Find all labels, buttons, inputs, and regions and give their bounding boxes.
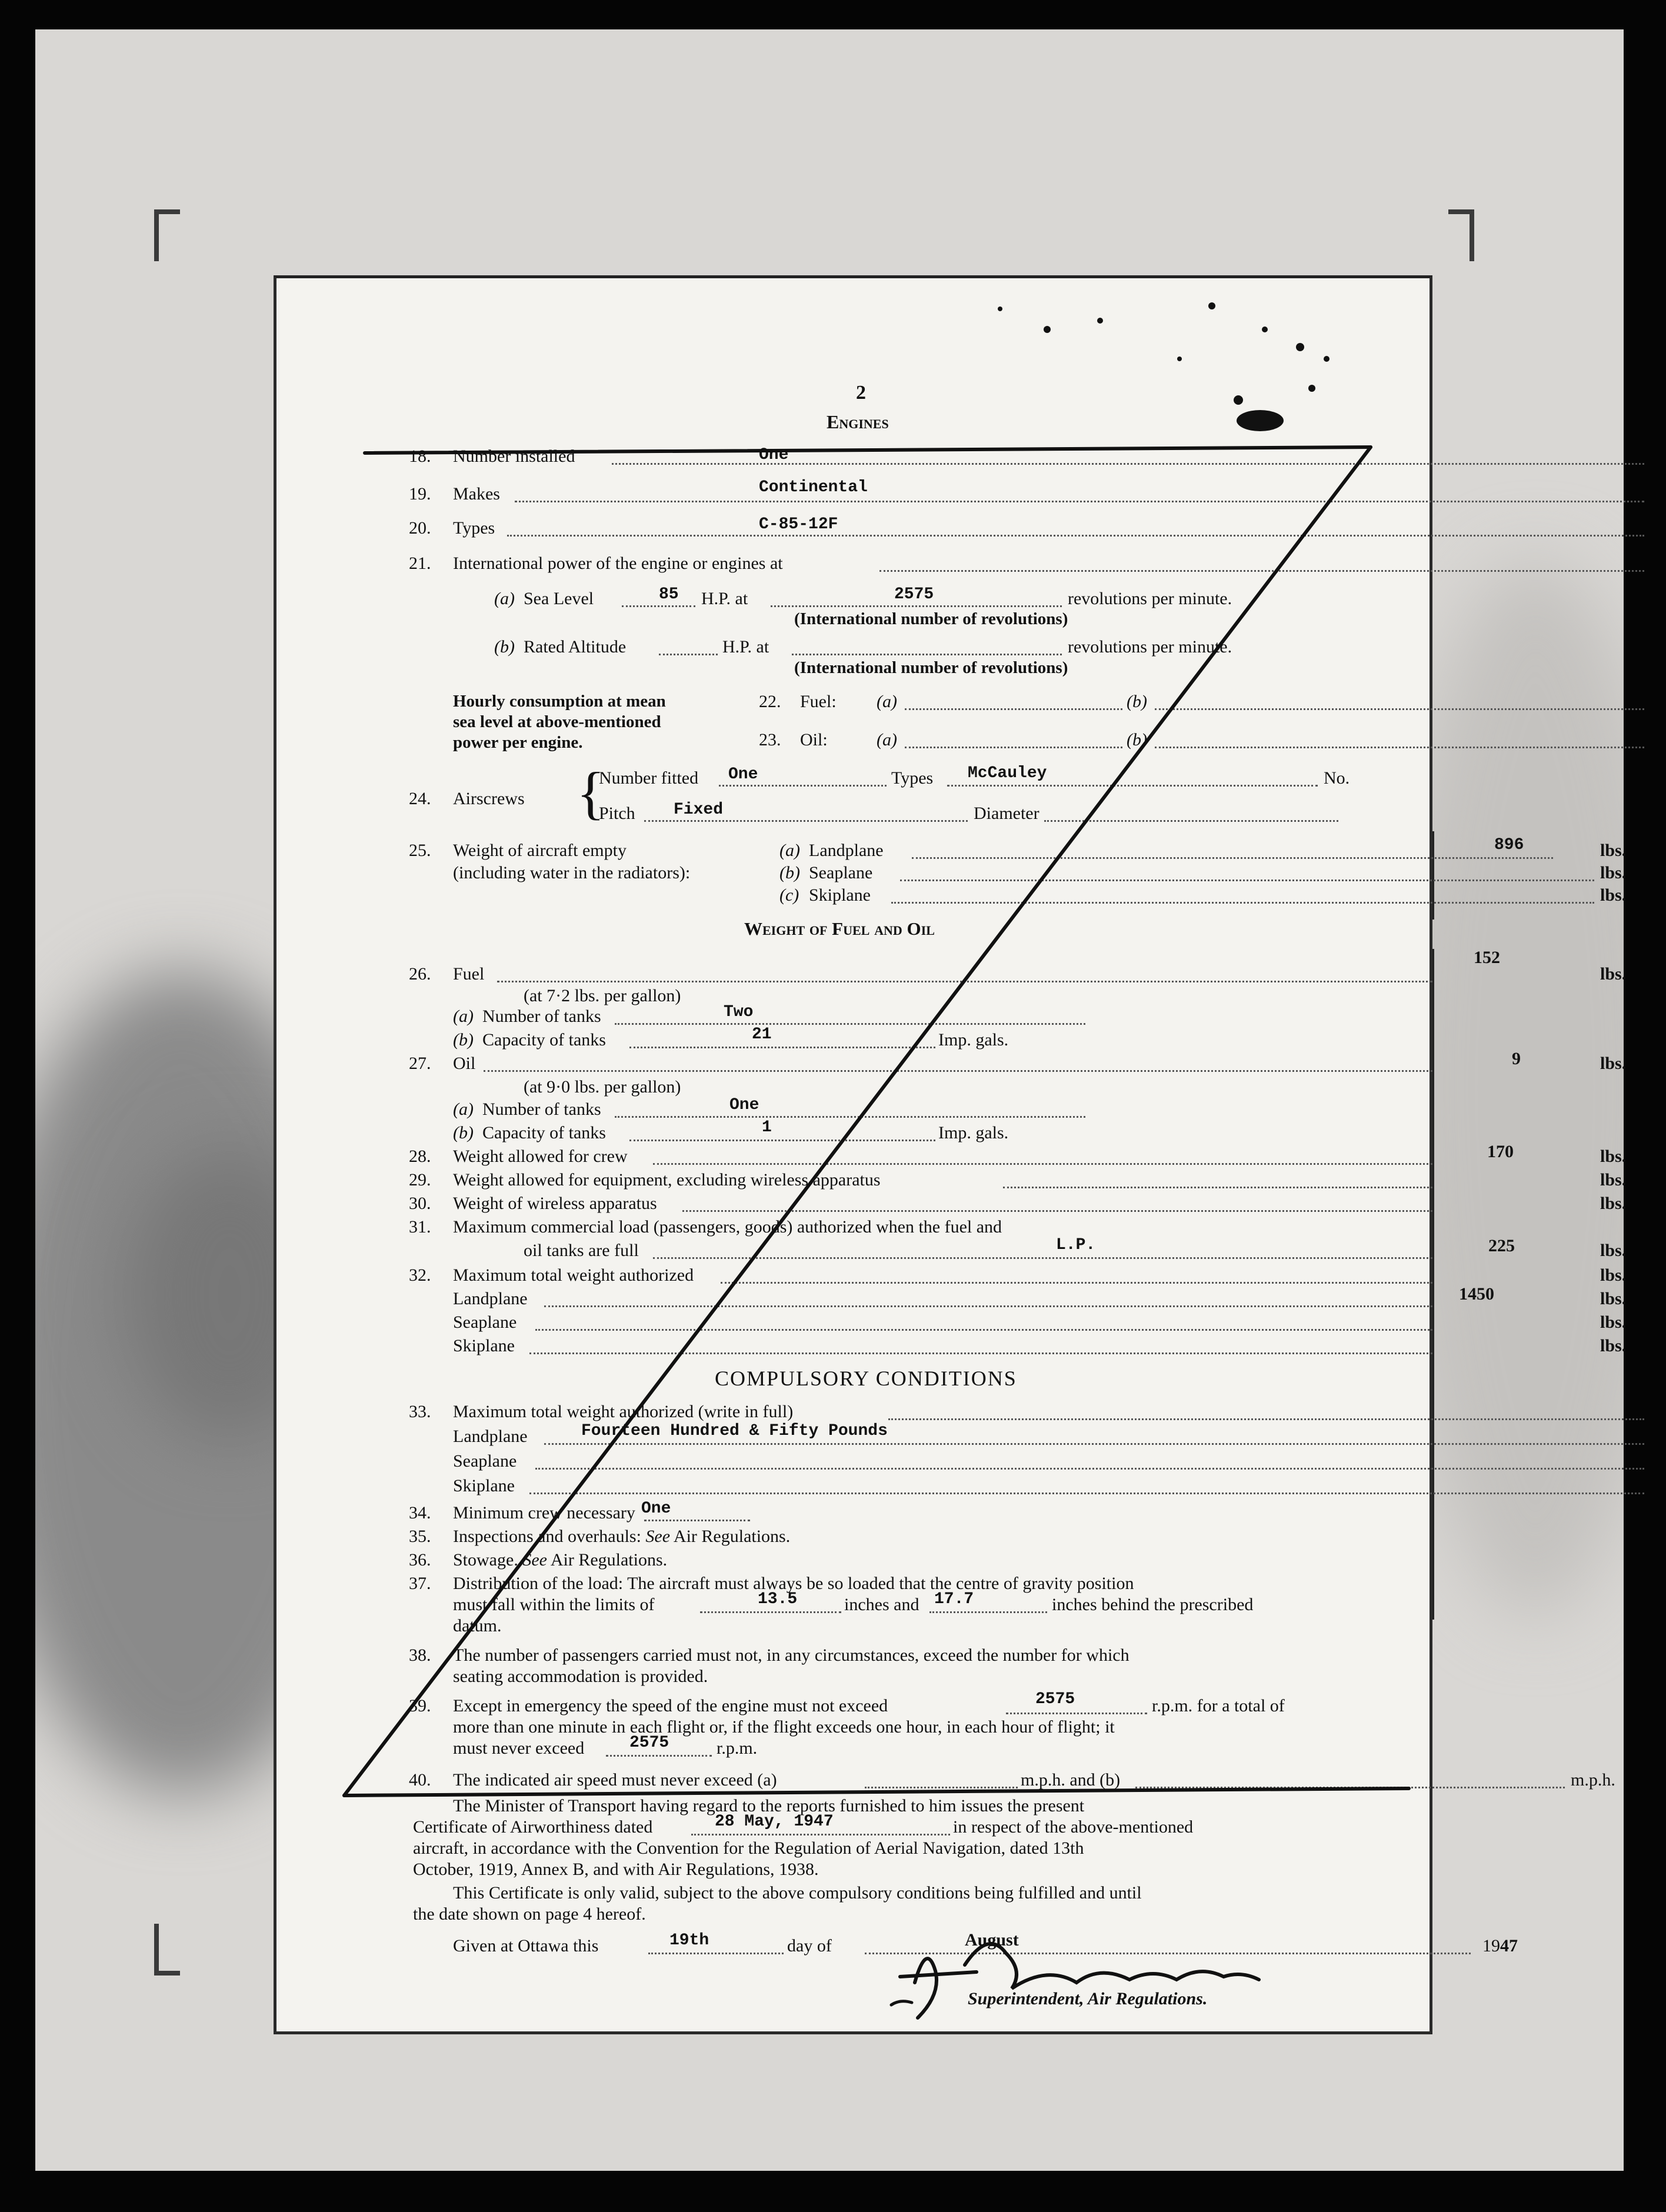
field-label: Capacity of tanks: [482, 1030, 606, 1050]
field-label: m.p.h. and (b): [1021, 1770, 1121, 1790]
field-label: Seaplane: [453, 1451, 517, 1471]
field-label: Seaplane: [453, 1312, 517, 1332]
item-number: 23.: [759, 730, 781, 749]
unit-label: lbs.: [1600, 1312, 1627, 1332]
unit-label: lbs.: [1600, 1289, 1627, 1308]
pen-stroke: [891, 2001, 912, 2005]
certificate-text: aircraft, in accordance with the Convention for the Regulation of Aerial Navigation, dated 13th: [413, 1838, 1084, 1858]
field-label: Weight of wireless apparatus: [453, 1194, 657, 1213]
field-value: 1450: [1459, 1284, 1494, 1304]
field-value: McCauley: [968, 764, 1047, 782]
field-label: Capacity of tanks: [482, 1123, 606, 1142]
field-label: inches behind the prescribed: [1052, 1595, 1254, 1614]
field-label: more than one minute in each flight or, if the flight exceeds one hour, in each hour of flight; it: [453, 1717, 1115, 1737]
field-value: L.P.: [1056, 1236, 1096, 1254]
certificate-date: 28 May, 1947: [715, 1813, 834, 1831]
field-label: Maximum commercial load (passengers, goods) authorized when the fuel and: [453, 1217, 1002, 1237]
field-label: m.p.h.: [1571, 1770, 1615, 1790]
field-label: datum.: [453, 1616, 502, 1635]
ink-spatter: [998, 302, 1330, 431]
item-number: 28.: [409, 1147, 431, 1166]
field-label: Except in emergency the speed of the engine must not exceed: [453, 1696, 888, 1715]
field-value: 2575: [629, 1734, 669, 1752]
item-number: 29.: [409, 1170, 431, 1190]
sub-item-tag: (a): [453, 1007, 474, 1026]
field-value: 170: [1487, 1142, 1514, 1161]
unit-label: lbs.: [1600, 1147, 1627, 1166]
field-label: oil tanks are full: [524, 1241, 639, 1260]
unit-label: Imp. gals.: [938, 1030, 1009, 1050]
item-number: 22.: [759, 692, 781, 711]
field-label: Number fitted: [599, 768, 699, 788]
item-number: 37.: [409, 1574, 431, 1593]
item-number: 31.: [409, 1217, 431, 1237]
sub-item-tag: (b): [494, 637, 515, 657]
field-label: Number of tanks: [482, 1100, 601, 1119]
item-number: 34.: [409, 1503, 431, 1523]
field-value: 2575: [1035, 1690, 1075, 1708]
field-label: r.p.m.: [717, 1738, 758, 1758]
field-value: 9: [1512, 1049, 1521, 1068]
sub-item-tag: (a): [877, 730, 897, 749]
certificate-text: The Minister of Transport having regard to the reports furnished to him issues the present: [453, 1796, 1085, 1815]
unit-label: lbs.: [1600, 964, 1627, 984]
item-number: 24.: [409, 789, 431, 808]
section-heading-fuel-oil: Weight of Fuel and Oil: [744, 918, 935, 939]
unit-label: lbs.: [1600, 1336, 1627, 1355]
field-label: Landplane: [809, 841, 884, 860]
field-label: Oil: [453, 1054, 476, 1073]
field-label: Landplane: [453, 1289, 528, 1308]
field-label: No.: [1324, 768, 1350, 788]
page-number: 2: [856, 382, 866, 404]
signatory-title: Superintendent, Air Regulations.: [968, 1989, 1208, 2008]
field-label: r.p.m. for a total of: [1152, 1696, 1285, 1715]
field-label: Rated Altitude: [524, 637, 627, 657]
sub-item-tag: (b): [453, 1123, 474, 1142]
item-number: 32.: [409, 1265, 431, 1285]
field-label: must never exceed: [453, 1738, 585, 1758]
unit-label: lbs.: [1600, 841, 1627, 860]
section-heading-engines: Engines: [827, 411, 889, 432]
sub-item-tag: (a): [494, 589, 515, 608]
rate-note: (at 9·0 lbs. per gallon): [524, 1077, 681, 1097]
field-label: The indicated air speed must never exceed (a): [453, 1770, 777, 1790]
field-label: Landplane: [453, 1427, 528, 1446]
field-value: 17.7: [934, 1590, 974, 1608]
field-label: Makes: [453, 484, 500, 504]
item-number: 39.: [409, 1696, 431, 1715]
field-label: Sea Level: [524, 589, 594, 608]
field-label: inches and: [844, 1595, 919, 1614]
field-value: 2575: [894, 585, 934, 604]
field-label: Weight allowed for equipment, excluding wireless apparatus: [453, 1170, 881, 1190]
field-label: Inspections and overhauls: See Air Regulations.: [453, 1527, 791, 1546]
given-label: day of: [787, 1936, 832, 1956]
field-label: Minimum crew necessary: [453, 1503, 635, 1523]
certificate-text: October, 1919, Annex B, and with Air Regulations, 1938.: [413, 1860, 819, 1879]
sub-item-tag: (b): [779, 863, 800, 882]
field-label: International power of the engine or engines at: [453, 554, 783, 573]
unit-label: lbs.: [1600, 1241, 1627, 1260]
field-label: Number installed: [453, 447, 575, 466]
field-label: Distribution of the load: The aircraft must always be so loaded that the centre of gravity position: [453, 1574, 1134, 1593]
field-label: Weight of aircraft empty: [453, 841, 627, 860]
field-value: Fixed: [674, 801, 724, 819]
certificate-text: in respect of the above-mentioned: [953, 1817, 1194, 1837]
field-value: Fourteen Hundred & Fifty Pounds: [581, 1422, 888, 1440]
item-number: 27.: [409, 1054, 431, 1073]
cancel-line-diagonal: [344, 447, 1371, 1795]
given-month: August: [965, 1930, 1019, 1950]
item-number: 25.: [409, 841, 431, 860]
unit-label: lbs.: [1600, 1265, 1627, 1285]
sub-item-tag: (b): [453, 1030, 474, 1050]
given-day: 19th: [669, 1931, 709, 1950]
field-label: Pitch: [599, 804, 635, 823]
item-number: 21.: [409, 554, 431, 573]
field-label: Airscrews: [453, 789, 525, 808]
certificate-text: Certificate of Airworthiness dated: [413, 1817, 653, 1837]
field-label: Seaplane: [809, 863, 873, 882]
field-label: Fuel: [453, 964, 485, 984]
field-note: (International number of revolutions): [794, 658, 1068, 677]
field-value: 152: [1474, 948, 1500, 967]
item-number: 30.: [409, 1194, 431, 1213]
sub-item-tag: (b): [1127, 730, 1147, 749]
field-label: (including water in the radiators):: [453, 863, 691, 882]
field-label: The number of passengers carried must not, in any circumstances, exceed the number for which: [453, 1645, 1129, 1665]
cancel-line-bottom: [344, 1788, 1409, 1795]
sub-item-tag: (a): [453, 1100, 474, 1119]
unit-label: lbs.: [1600, 885, 1627, 905]
field-label: Weight allowed for crew: [453, 1147, 628, 1166]
field-label: Maximum total weight authorized: [453, 1265, 694, 1285]
unit-label: Imp. gals.: [938, 1123, 1009, 1142]
field-label: Maximum total weight authorized (write in full): [453, 1402, 794, 1421]
field-label: Skiplane: [453, 1336, 515, 1355]
item-number: 38.: [409, 1645, 431, 1665]
field-label: Skiplane: [453, 1476, 515, 1495]
hourly-consumption-label: Hourly consumption at mean: [453, 692, 666, 711]
certificate-text: the date shown on page 4 hereof.: [413, 1904, 646, 1924]
brace-icon: {: [577, 760, 605, 825]
item-number: 35.: [409, 1527, 431, 1546]
field-label: Oil:: [800, 730, 828, 749]
sub-item-tag: (b): [1127, 692, 1147, 711]
signature: [900, 1944, 1259, 2018]
unit-label: lbs.: [1600, 863, 1627, 882]
field-value: 1: [762, 1118, 772, 1137]
field-label: seating accommodation is provided.: [453, 1667, 708, 1686]
field-label: Types: [891, 768, 934, 788]
field-label: Types: [453, 518, 495, 538]
field-label: revolutions per minute.: [1068, 637, 1232, 657]
hourly-consumption-label: power per engine.: [453, 733, 583, 752]
sub-item-tag: (a): [877, 692, 897, 711]
field-value: 896: [1494, 836, 1524, 854]
section-heading-compulsory: COMPULSORY CONDITIONS: [715, 1367, 1017, 1390]
field-value: Continental: [759, 478, 868, 497]
field-value: 21: [752, 1025, 772, 1044]
field-value: One: [729, 1096, 759, 1114]
field-label: H.P. at: [701, 589, 748, 608]
field-value: One: [728, 765, 758, 784]
hourly-consumption-label: sea level at above-mentioned: [453, 712, 661, 731]
field-note: (International number of revolutions): [794, 609, 1068, 628]
item-number: 36.: [409, 1550, 431, 1570]
field-label: Stowage. See Air Regulations.: [453, 1550, 668, 1570]
given-year: 1947: [1482, 1936, 1518, 1956]
field-label: must fall within the limits of: [453, 1595, 655, 1614]
item-number: 18.: [409, 447, 431, 466]
certificate-text: This Certificate is only valid, subject to the above compulsory conditions being fulfilled and until: [453, 1883, 1142, 1903]
field-label: Number of tanks: [482, 1007, 601, 1026]
item-number: 20.: [409, 518, 431, 538]
field-label: Fuel:: [800, 692, 837, 711]
field-value: One: [759, 446, 789, 464]
field-label: H.P. at: [722, 637, 769, 657]
field-label: Diameter: [974, 804, 1039, 823]
field-label: revolutions per minute.: [1068, 589, 1232, 608]
field-value: One: [641, 1500, 671, 1518]
sub-item-tag: (a): [779, 841, 800, 860]
field-label: Skiplane: [809, 885, 871, 905]
sub-item-tag: (c): [779, 885, 799, 905]
item-number: 33.: [409, 1402, 431, 1421]
field-value: 225: [1488, 1236, 1515, 1255]
field-value: 85: [659, 585, 679, 604]
field-value: 13.5: [758, 1590, 798, 1608]
item-number: 19.: [409, 484, 431, 504]
field-value: Two: [724, 1003, 754, 1021]
given-label: Given at Ottawa this: [453, 1936, 599, 1956]
item-number: 26.: [409, 964, 431, 984]
unit-label: lbs.: [1600, 1170, 1627, 1190]
field-value: C-85-12F: [759, 515, 838, 534]
cancel-line-top: [365, 447, 1371, 453]
unit-label: lbs.: [1600, 1054, 1627, 1073]
rate-note: (at 7·2 lbs. per gallon): [524, 986, 681, 1005]
unit-label: lbs.: [1600, 1194, 1627, 1213]
item-number: 40.: [409, 1770, 431, 1790]
